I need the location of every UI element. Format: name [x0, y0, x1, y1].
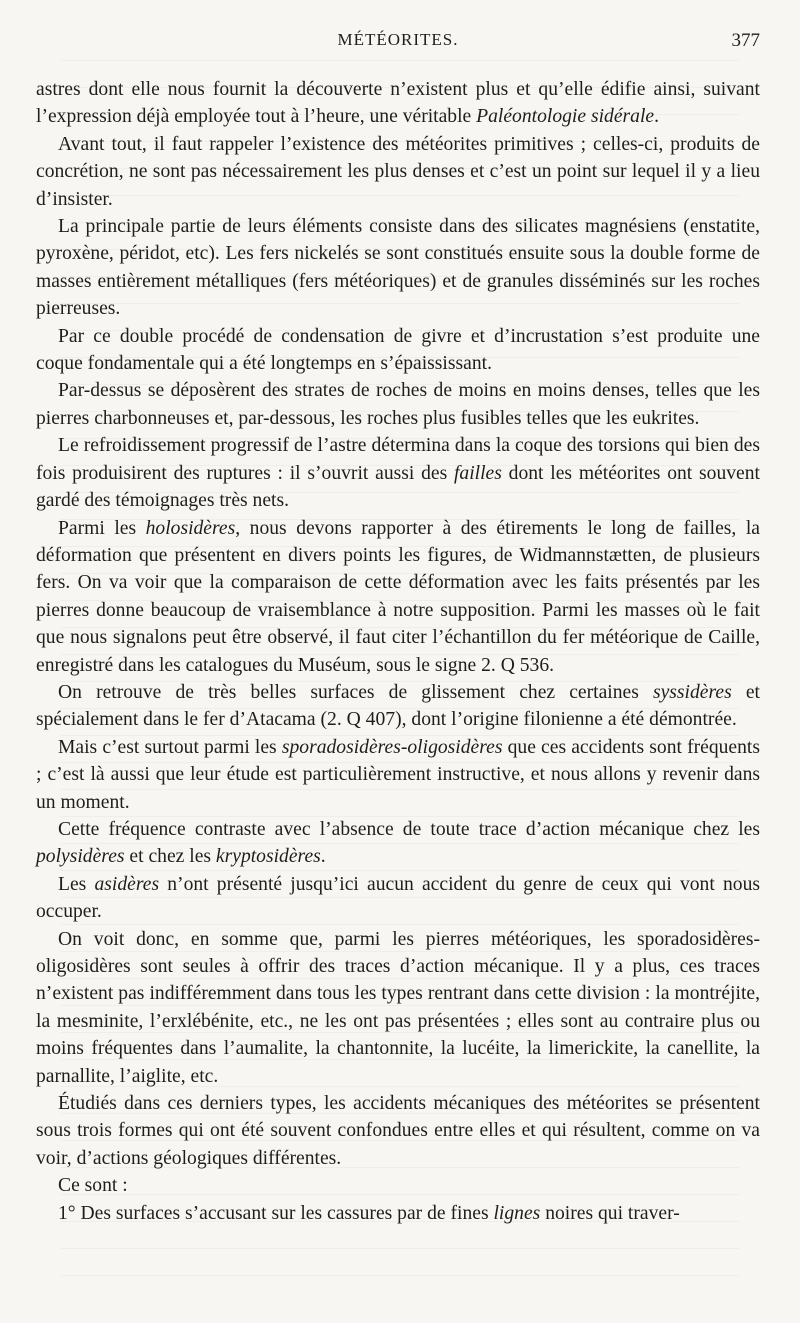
text-run: Parmi les [58, 517, 146, 539]
paragraph [36, 1172, 760, 1199]
paragraph [36, 76, 760, 131]
italic-term: lignes [493, 1202, 541, 1224]
paragraph [36, 377, 760, 432]
body-text [36, 76, 760, 1227]
paragraph [36, 213, 760, 323]
text-run: dont les météorites ont souvent gardé des témoignages très nets. [36, 462, 760, 512]
text-run: n’ont présenté jusqu’ici aucun accident du genre de ceux qui vont nous occuper. [36, 873, 760, 923]
text-run: Mais c’est surtout parmi les [58, 736, 282, 758]
text-run: que ces accidents sont fréquents ; c’est là aussi que leur étude est particulièrement instructive, et nous allons y revenir dans un moment. [36, 736, 760, 813]
paragraph [36, 926, 760, 1090]
text-run: Le refroidissement progressif de l’astre détermina dans la coque des torsions qui bien des fois produisirent des ruptures : il s’ouvrit aussi des [36, 435, 760, 484]
text-run: . [654, 106, 660, 128]
text-run: On voit donc, en somme que, parmi les pierres météoriques, les sporadosidères-oligosidères sont seules à offrir des traces d’action mécanique. Il y a plus, ces traces n’existent pas indifféremment dans tous les types rentrant dans cette division : la montréjite, la mesminite, l’erxlébénite, etc., ne les ont pas présentées ; elles sont au contraire plus ou moins fréquentes dans l’aumalite, la chantonnite, la lucéite, la limerickite, la canellite, la parnallite, l’aiglite, etc. [36, 928, 760, 1087]
italic-term: holosidères [145, 517, 236, 539]
paragraph [36, 679, 760, 734]
paragraph [36, 871, 760, 926]
text-run: Avant tout, il faut rappeler l’existence des météorites primitives ; celles-ci, produits de concrétion, ne sont pas nécessairement les plus denses et c’est un point sur lequel il y a lieu d’insister. [36, 133, 760, 210]
text-run: Cette fréquence contraste avec l’absence de toute trace d’action mécanique chez les [58, 818, 760, 840]
italic-term: syssidères [652, 681, 732, 703]
text-run: astres dont elle nous fournit la découverte n’existent plus et qu’elle édifie ainsi, suivant l’expression déjà employée tout à l’heure, une véritable [36, 79, 760, 128]
text-run: La principale partie de leurs éléments consiste dans des silicates magnésiens (enstatite, pyroxène, péridot, etc). Les fers nickelés se sont constitués ensuite sous la double forme de masses entièrement métalliques (fers météoriques) et de granules disséminés sur les roches pierreuses. [36, 216, 760, 320]
paragraph [36, 131, 760, 213]
page-header [36, 24, 760, 58]
text-run: Ce sont : [58, 1175, 128, 1197]
paragraph [36, 734, 760, 816]
text-run: On retrouve de très belles surfaces de glissement chez certaines [58, 681, 653, 703]
text-run: , nous devons rapporter à des étirements le long de failles, la déformation que présentent en divers points les figures, de Widmannstætten, de plusieurs fers. On va voir que la comparaison de cette déformation avec les faits présentés par les pierres donne beaucoup de vraisemblance à notre supposition. Parmi les masses où le fait que nous signalons peut être observé, il faut citer l’échantillon du fer météorique de Caille, enregistré dans les catalogues du Muséum, sous le signe 2. Q 536. [36, 517, 760, 676]
text-run: Étudiés dans ces derniers types, les accidents mécaniques des météorites se présentent sous trois formes qui ont été souvent confondues entre elles et qui résultent, comme on va voir, d’actions géologiques différentes. [36, 1093, 760, 1169]
text-run: Les [58, 873, 95, 895]
paragraph [36, 1200, 760, 1227]
text-run: et spécialement dans le fer d’Atacama (2. Q 407), dont l’origine filonienne a été démontrée. [36, 681, 760, 731]
italic-term: kryptosidères [215, 846, 321, 868]
text-run: . [320, 846, 326, 868]
paragraph [36, 1090, 760, 1172]
italic-term: Paléontologie sidérale [476, 106, 655, 128]
text-run: noires qui traver- [540, 1202, 680, 1224]
italic-term: sporadosidères-oligosidères [281, 736, 503, 758]
paragraph [36, 323, 760, 378]
text-run: Par ce double procédé de condensation de givre et d’incrustation s’est produite une coque fondamentale qui a été longtemps en s’épaississant. [36, 325, 760, 375]
running-title: MÉTÉORITES. [337, 30, 459, 49]
paragraph [36, 816, 760, 871]
page-number: 377 [731, 30, 760, 51]
text-run: et chez les [124, 846, 216, 868]
italic-term: failles [453, 462, 502, 484]
italic-term: polysidères [36, 846, 125, 868]
text-run: 1° Des surfaces s’accusant sur les cassures par de fines [58, 1202, 494, 1224]
text-run: Par-dessus se déposèrent des strates de roches de moins en moins denses, telles que les pierres charbonneuses et, par-dessous, les roches plus fusibles telles que les eukrites. [36, 380, 760, 429]
paragraph [36, 515, 760, 679]
italic-term: asidères [94, 873, 160, 895]
paragraph [36, 432, 760, 514]
